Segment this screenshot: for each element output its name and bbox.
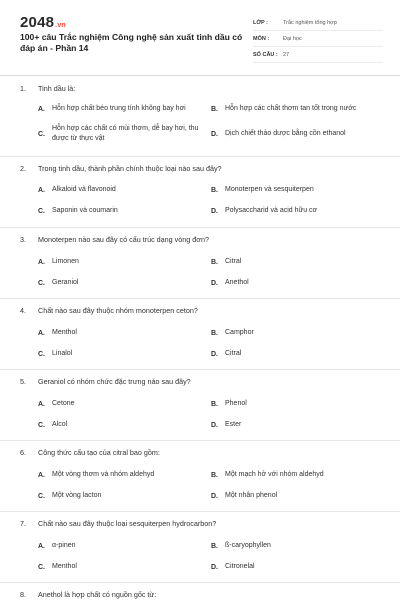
option-c[interactable]: C. Linalol xyxy=(38,350,73,358)
question-text: 1. Tinh dầu là: xyxy=(20,84,76,93)
option-a[interactable]: A. Cetone xyxy=(38,400,75,408)
option-c[interactable]: C. Một vòng lacton xyxy=(38,492,102,500)
logo-suffix: .vn xyxy=(55,22,66,29)
option-d[interactable]: D. Citronelal xyxy=(211,563,255,571)
meta-value[interactable]: Trắc nghiệm tổng hợp xyxy=(283,19,337,26)
meta-info xyxy=(253,15,383,63)
option-d[interactable]: D. Một nhân phenol xyxy=(211,492,278,500)
option-a[interactable]: A. Alkaloid và flavonoid xyxy=(38,186,116,194)
option-c[interactable]: C. Saponin và coumarin xyxy=(38,207,118,215)
option-b[interactable]: B. Phenol xyxy=(211,400,247,408)
question-text: 3. Monoterpen nào sau đây có cấu trúc dạng vòng đơn? xyxy=(20,235,209,244)
option-d[interactable]: D. Anethol xyxy=(211,279,249,287)
question-7 xyxy=(0,511,400,582)
meta-value: 27 xyxy=(283,51,290,58)
site-logo[interactable] xyxy=(20,14,66,31)
document-title: 100+ câu Trắc nghiệm Công nghệ sản xuất tinh dầu có đáp án - Phần 14 xyxy=(20,32,243,53)
question-text: 4. Chất nào sau đây thuộc nhóm monoterpen ceton? xyxy=(20,306,198,315)
meta-row-class xyxy=(253,15,383,31)
question-2 xyxy=(0,157,400,227)
question-5 xyxy=(0,369,400,440)
option-a[interactable]: A. Hỗn hợp chất béo trung tính không bay hơi xyxy=(38,105,186,113)
meta-value[interactable]: Đại học xyxy=(283,35,302,42)
question-text: 7. Chất nào sau đây thuộc loại sesquiterpen hydrocarbon? xyxy=(20,519,217,528)
option-b[interactable]: B. Hỗn hợp các chất thơm tan tốt trong nước xyxy=(211,105,357,113)
option-c[interactable]: C. Alcol xyxy=(38,421,68,429)
meta-label: LỚP : xyxy=(253,19,268,26)
question-8 xyxy=(0,582,400,600)
meta-label: SỐ CÂU : xyxy=(253,51,278,58)
meta-label: MÔN : xyxy=(253,35,270,42)
option-c[interactable]: C. Hỗn hợp các chất có mùi thơm, dễ bay hơi, thu được từ thực vật xyxy=(38,125,199,142)
question-text: 2. Trong tinh dầu, thành phần chính thuộc loại nào sau đây? xyxy=(20,164,222,173)
option-d[interactable]: D. Ester xyxy=(211,421,242,429)
question-4 xyxy=(0,298,400,369)
meta-row-subject xyxy=(253,31,383,47)
option-d[interactable]: D. Dịch chiết thảo dược bằng cồn ethanol xyxy=(211,130,346,138)
option-a[interactable]: A. Một vòng thơm và nhóm aldehyd xyxy=(38,471,155,479)
meta-row-count xyxy=(253,47,383,63)
option-b[interactable]: B. ß-caryophyllen xyxy=(211,542,271,550)
option-b[interactable]: B. Một mạch hở với nhóm aldehyd xyxy=(211,471,324,479)
option-d[interactable]: D. Citral xyxy=(211,350,242,358)
logo-text: 2048 xyxy=(20,14,55,31)
option-a[interactable]: A. Menthol xyxy=(38,329,77,337)
question-1 xyxy=(0,76,400,156)
option-d[interactable]: D. Polysaccharid và acid hữu cơ xyxy=(211,207,318,215)
question-text: 8. Anethol là hợp chất có nguồn gốc từ: xyxy=(20,590,157,599)
question-text: 6. Công thức cấu tạo của citral bao gồm: xyxy=(20,448,160,457)
question-text: 5. Geraniol có nhóm chức đặc trưng nào sau đây? xyxy=(20,377,191,386)
question-3 xyxy=(0,227,400,298)
option-a[interactable]: A. α-pinen xyxy=(38,542,76,550)
option-a[interactable]: A. Limonen xyxy=(38,258,79,266)
page-header xyxy=(0,0,400,72)
option-c[interactable]: C. Geraniol xyxy=(38,279,79,287)
option-b[interactable]: B. Monoterpen và sesquiterpen xyxy=(211,186,314,194)
option-c[interactable]: C. Menthol xyxy=(38,563,77,571)
option-b[interactable]: B. Camphor xyxy=(211,329,254,337)
question-6 xyxy=(0,440,400,511)
option-b[interactable]: B. Citral xyxy=(211,258,242,266)
